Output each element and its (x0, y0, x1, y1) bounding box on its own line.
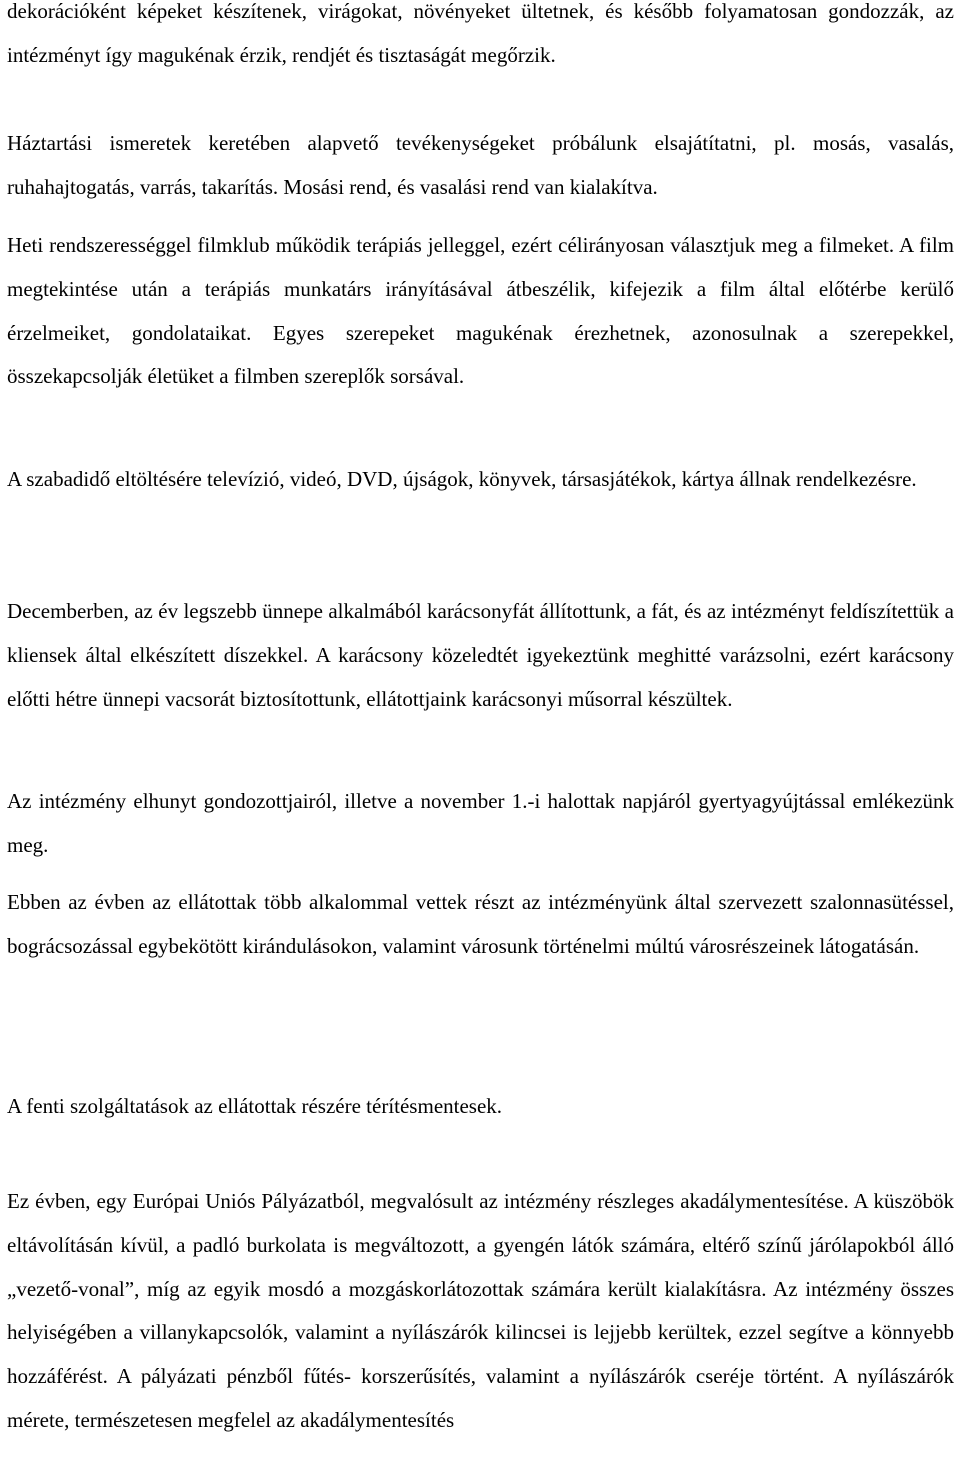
paragraph-3: Heti rendszerességgel filmklub működik terápiás jelleggel, ezért célirányosan választjuk meg a filmeket. A film megtekintése után a terápiás munkatárs irányításával átbeszélik, kifejezik a film által előtérbe kerülő érzelmeiket, gondolataikat. Egyes szerepeket magukénak érezhetnek, azonosulnak a szerepekkel, összekapcsolják életüket a filmben szereplők sorsával. (7, 233, 954, 389)
paragraph-9: Ez évben, egy Európai Uniós Pályázatból, megvalósult az intézmény részleges akadálymentesítése. A küszöbök eltávolításán kívül, a padló burkolata is megváltozott, a gyengén látók számára, eltérő színű járólapokból álló „vezető-vonal”, míg az egyik mosdó a mozgáskorlátozottak számára került kialakításra. Az intézmény összes helyiségében a villanykapcsolók, valamint a nyílászárók kilincsei is lejjebb kerültek, ezzel segítve a könnyebb hozzáférést. A pályázati pénzből fűtés- korszerűsítés, valamint a nyílászárók cseréje történt. A nyílászárók mérete, természetesen megfelel az akadálymentesítés (7, 1189, 954, 1432)
paragraph-5: Decemberben, az év legszebb ünnepe alkalmából karácsonyfát állítottunk, a fát, és az intézményt feldíszítettük a kliensek által elkészített díszekkel. A karácsony közeledtét igyekeztünk meghitté varázsolni, ezért karácsony előtti hétre ünnepi vacsorát biztosítottunk, ellátottjaink karácsonyi műsorral készültek. (7, 599, 954, 711)
paragraph-6: Az intézmény elhunyt gondozottjairól, illetve a november 1.-i halottak napjáról gyertyagyújtással emlékezünk meg. (7, 789, 954, 857)
paragraph-1: dekorációként képeket készítenek, virágokat, növényeket ültetnek, és később folyamatosan gondozzák, az intézményt így magukénak érzik, rendjét és tisztaságát megőrzik. (7, 0, 954, 67)
paragraph-4: A szabadidő eltöltésére televízió, videó, DVD, újságok, könyvek, társasjátékok, kártya állnak rendelkezésre. (7, 467, 917, 491)
paragraph-2: Háztartási ismeretek keretében alapvető tevékenységeket próbálunk elsajátítatni, pl. mosás, vasalás, ruhahajtogatás, varrás, takarítás. Mosási rend, és vasalási rend van kialakítva. (7, 131, 954, 199)
paragraph-8: A fenti szolgáltatások az ellátottak részére térítésmentesek. (7, 1094, 503, 1118)
paragraph-7: Ebben az évben az ellátottak több alkalommal vettek részt az intézményünk által szervezett szalonnasütéssel, bográcsozással egybekötött kirándulásokon, valamint városunk történelmi múltú városrészeinek látogatásán. (7, 890, 954, 958)
